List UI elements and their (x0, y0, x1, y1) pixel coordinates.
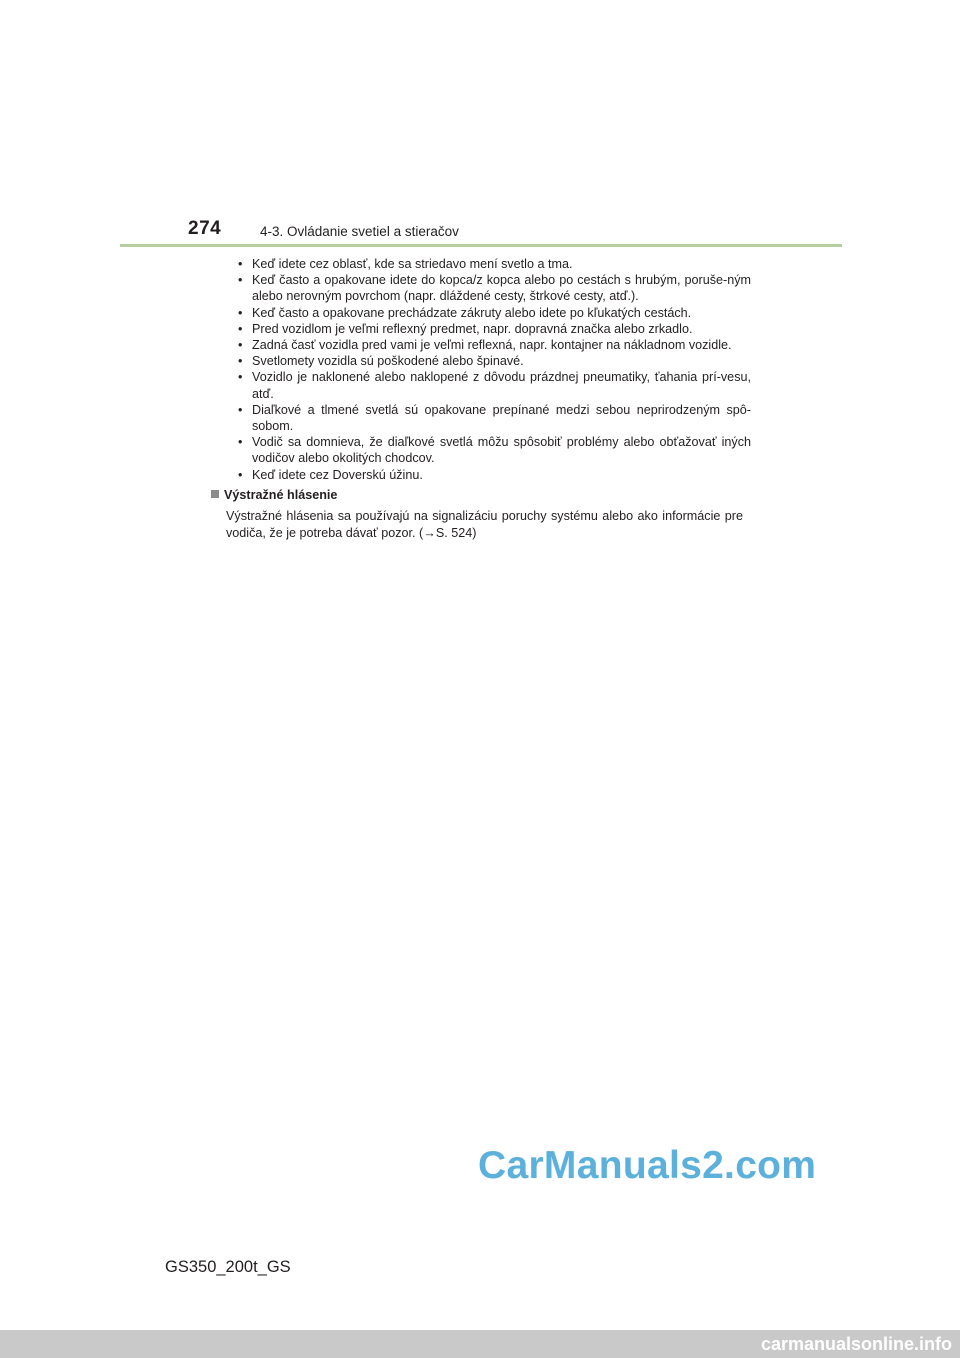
square-bullet-icon (211, 490, 219, 498)
list-item: • Keď idete cez Doverskú úžinu. (238, 467, 423, 482)
page-header (120, 218, 842, 248)
warning-paragraph: Výstražné hlásenia sa používajú na signalizáciu poruchy systému alebo ako informácie pre vodiča, že je potreba dávať pozor. (→S. 524) (226, 509, 743, 540)
bullet-dot: • (238, 305, 243, 320)
model-code: GS350_200t_GS (165, 1258, 291, 1276)
list-item: • Keď často a opakovane prechádzate zákruty alebo idete po kľukatých cestách. (238, 305, 692, 320)
header-rule (120, 244, 842, 247)
list-item: • Pred vozidlom je veľmi reflexný predmet, napr. dopravná značka alebo zrkadlo. (238, 321, 693, 336)
bullet-list (236, 256, 751, 483)
bullet-dot: • (238, 467, 243, 482)
list-item: • Vodič sa domnieva, že diaľkové svetlá môžu spôsobiť problémy alebo obťažovať iných vodičov alebo okolitých chodcov. (238, 435, 751, 466)
section-title: 4-3. Ovládanie svetiel a stieračov (260, 224, 459, 239)
bullet-dot: • (238, 354, 243, 369)
bullet-dot: • (238, 257, 243, 271)
list-item: • Keď idete cez oblasť, kde sa striedavo mení svetlo a tma. (238, 257, 573, 271)
watermark-logo: CarManuals2.com (478, 1144, 817, 1187)
site-url[interactable]: carmanualsonline.info (760, 1334, 952, 1354)
bullet-dot: • (238, 273, 243, 288)
list-item: • Keď často a opakovane idete do kopca/z kopca alebo po cestách s hrubým, poruše-ným alebo nerovným povrchom (napr. dláždené cesty, štrkové cesty, atď.). (238, 273, 751, 304)
bullet-dot: • (238, 370, 243, 385)
bullet-dot: • (238, 435, 243, 450)
list-item: • Vozidlo je naklonené alebo naklopené z dôvodu prázdnej pneumatiky, ťahania prí-vesu, atď. (238, 370, 751, 401)
page-number: 274 (188, 218, 222, 239)
bullet-dot: • (238, 321, 243, 336)
list-item: • Zadná časť vozidla pred vami je veľmi reflexná, napr. kontajner na nákladnom vozidle. (238, 338, 732, 353)
list-item: • Svetlomety vozidla sú poškodené alebo špinavé. (238, 354, 524, 369)
bullet-dot: • (238, 338, 243, 353)
warning-heading (211, 487, 337, 503)
list-item: • Diaľkové a tlmené svetlá sú opakovane prepínané medzi sebou neprirodzeným spô-sobom. (238, 402, 751, 434)
bullet-dot: • (238, 402, 243, 417)
bottom-bar (0, 1330, 960, 1358)
warning-heading-text: Výstražné hlásenie (224, 488, 338, 502)
